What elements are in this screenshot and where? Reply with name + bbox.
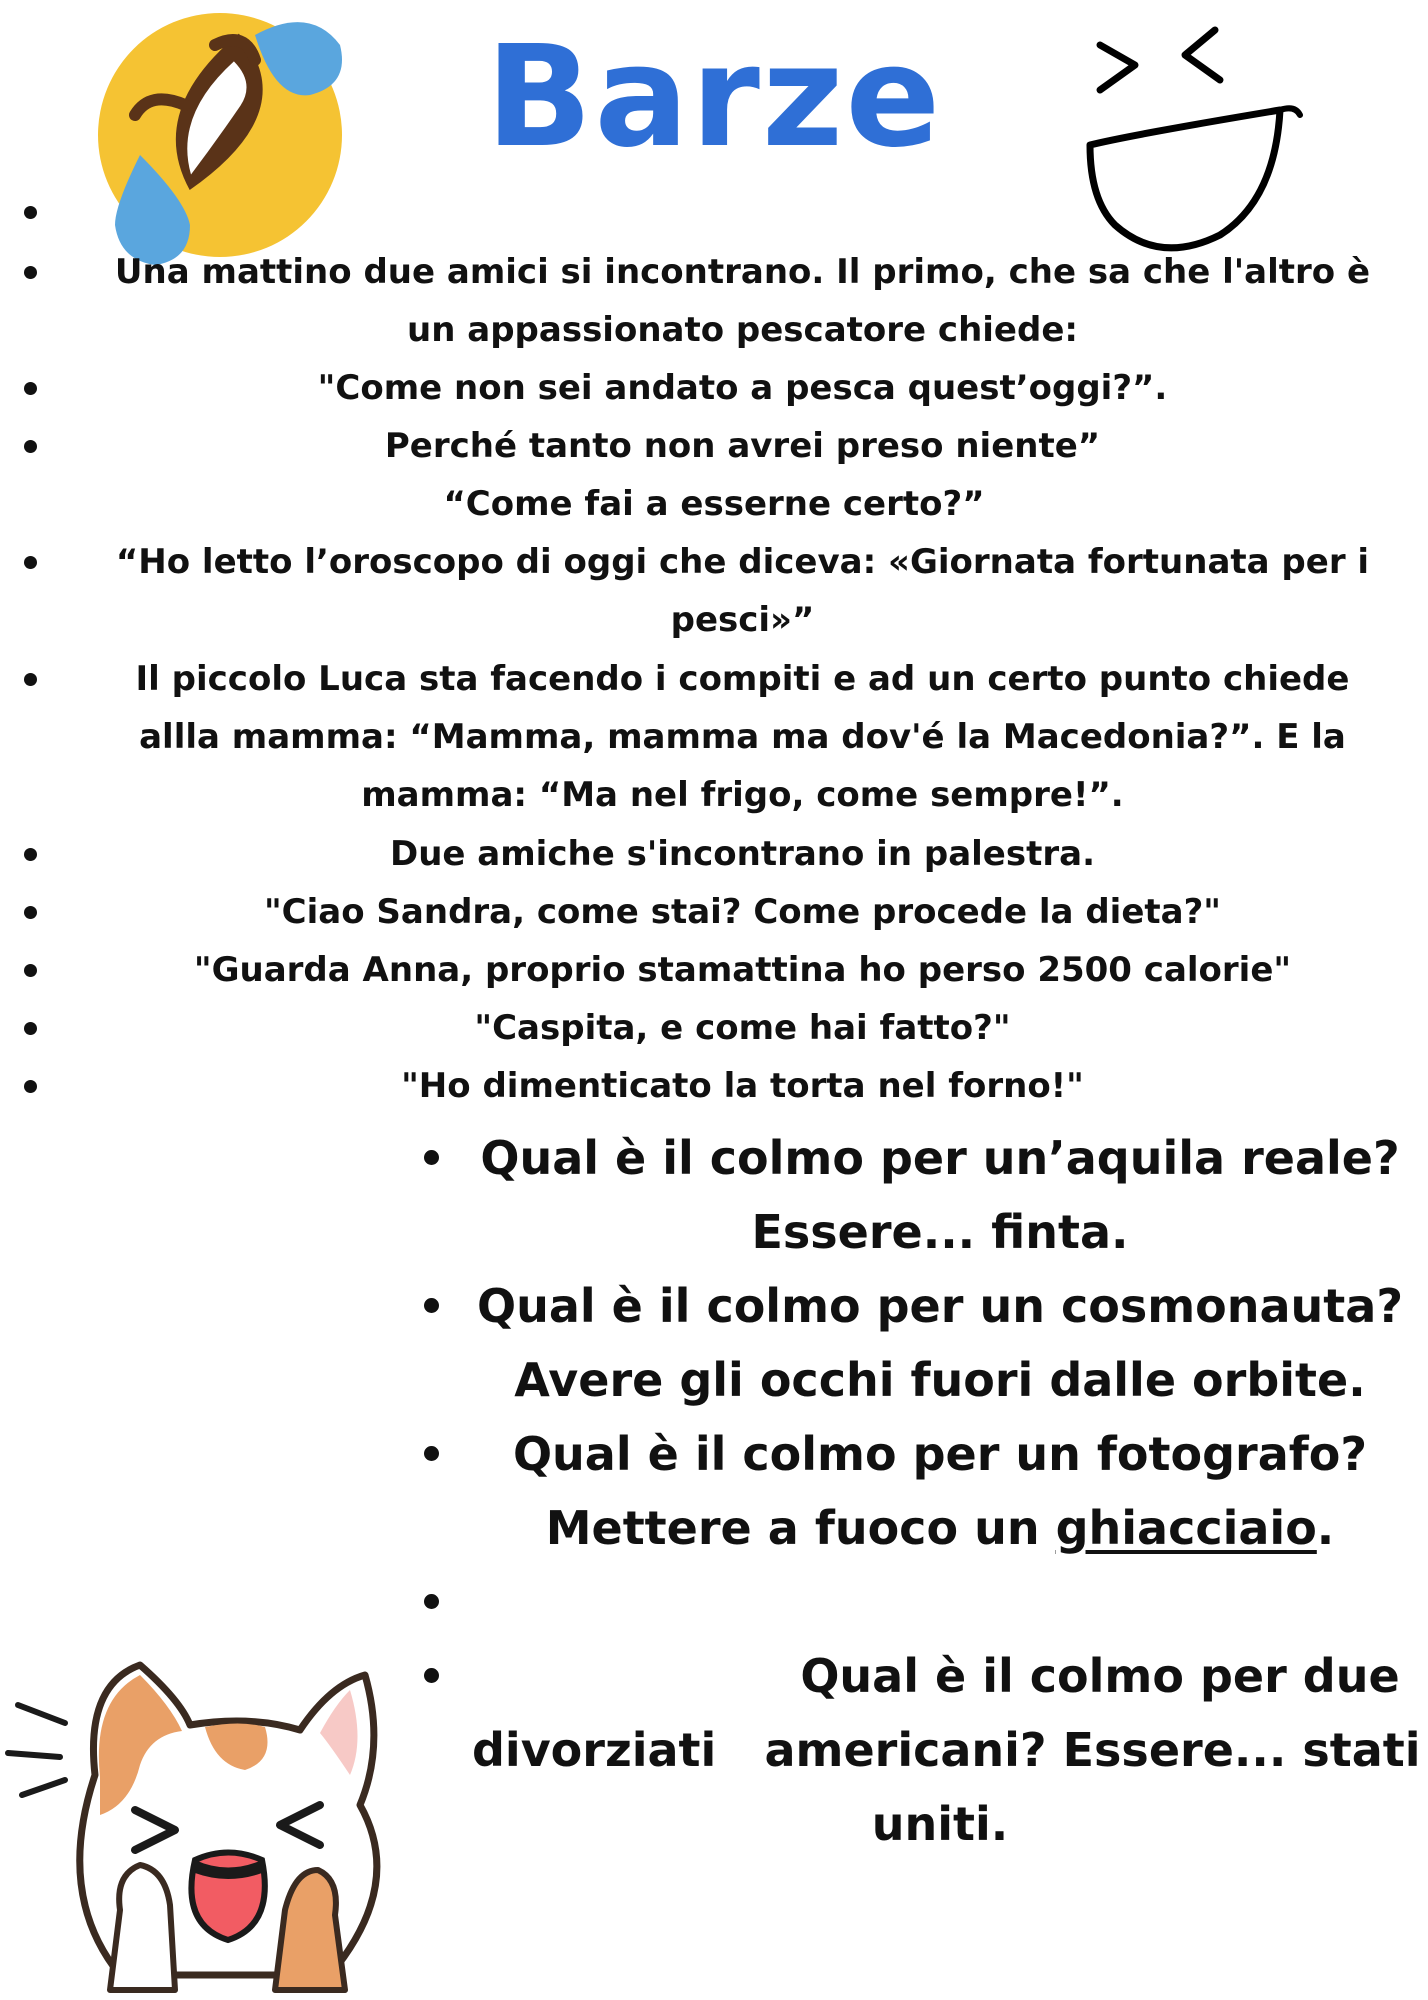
joke-line: allla mamma: “Mamma, mamma ma dov'é la Macedonia?”. E la xyxy=(139,717,1346,757)
colmo-line: Qual è il colmo per un cosmonauta? xyxy=(477,1279,1403,1333)
colmo-line: Qual è il colmo per due xyxy=(800,1649,1400,1703)
colmo-text: Mettere a fuoco un xyxy=(545,1501,1056,1555)
list-bullet xyxy=(24,206,37,219)
list-bullet xyxy=(424,1298,439,1313)
doodle-laughing-face-icon xyxy=(1070,10,1320,260)
list-bullet xyxy=(24,1022,37,1035)
joke-line: "Caspita, e come hai fatto?" xyxy=(474,1008,1011,1048)
list-bullet xyxy=(24,964,37,977)
laughing-cat-illustration xyxy=(0,1645,440,2000)
page-title: Barze xyxy=(485,16,943,179)
list-bullet xyxy=(24,848,37,861)
joke-line: "Ho dimenticato la torta nel forno!" xyxy=(401,1066,1084,1106)
list-bullet xyxy=(24,556,37,569)
joke-line: un appassionato pescatore chiede: xyxy=(407,310,1078,350)
colmo-line: divorziati xyxy=(472,1723,717,1777)
colmo-line: americani? Essere... stati xyxy=(764,1723,1421,1777)
list-bullet xyxy=(24,266,37,279)
joke-line: pesci»” xyxy=(670,600,815,640)
list-bullet xyxy=(424,1150,439,1165)
joke-line: mamma: “Ma nel frigo, come sempre!”. xyxy=(361,775,1124,815)
colmo-underlined-word: ghiacciaio xyxy=(1055,1501,1317,1555)
joke-line: "Ciao Sandra, come stai? Come procede la dieta?" xyxy=(263,892,1222,932)
colmo-line: Avere gli occhi fuori dalle orbite. xyxy=(514,1353,1366,1407)
colmo-line: uniti. xyxy=(871,1797,1009,1851)
joke-line: “Ho letto l’oroscopo di oggi che diceva: «Giornata fortunata per i xyxy=(115,542,1370,582)
joke-line: Due amiche s'incontrano in palestra. xyxy=(389,834,1095,874)
colmo-line: Essere... finta. xyxy=(751,1205,1129,1259)
list-bullet xyxy=(424,1446,439,1461)
joke-line: “Come fai a esserne certo?” xyxy=(443,484,985,524)
joke-line: "Come non sei andato a pesca quest’oggi?”. xyxy=(317,368,1168,408)
joke-line: Perché tanto non avrei preso niente” xyxy=(384,426,1101,466)
colmo-line: Qual è il colmo per un’aquila reale? xyxy=(480,1131,1400,1185)
list-bullet xyxy=(424,1594,439,1609)
colmo-punctuation: . xyxy=(1316,1501,1335,1555)
colmo-line xyxy=(455,1491,1425,1565)
joke-line: Una mattino due amici si incontrano. Il primo, che sa che l'altro è xyxy=(114,252,1371,292)
colmo-line: Qual è il colmo per un fotografo? xyxy=(512,1427,1368,1481)
list-bullet xyxy=(24,382,37,395)
list-bullet xyxy=(24,906,37,919)
joke-line: "Guarda Anna, proprio stamattina ho perso 2500 calorie" xyxy=(193,950,1292,990)
joke-line: Il piccolo Luca sta facendo i compiti e ad un certo punto chiede xyxy=(135,659,1350,699)
list-bullet xyxy=(24,1080,37,1093)
list-bullet xyxy=(24,673,37,686)
list-bullet xyxy=(24,440,37,453)
laughing-crying-emoji-icon xyxy=(95,10,355,270)
